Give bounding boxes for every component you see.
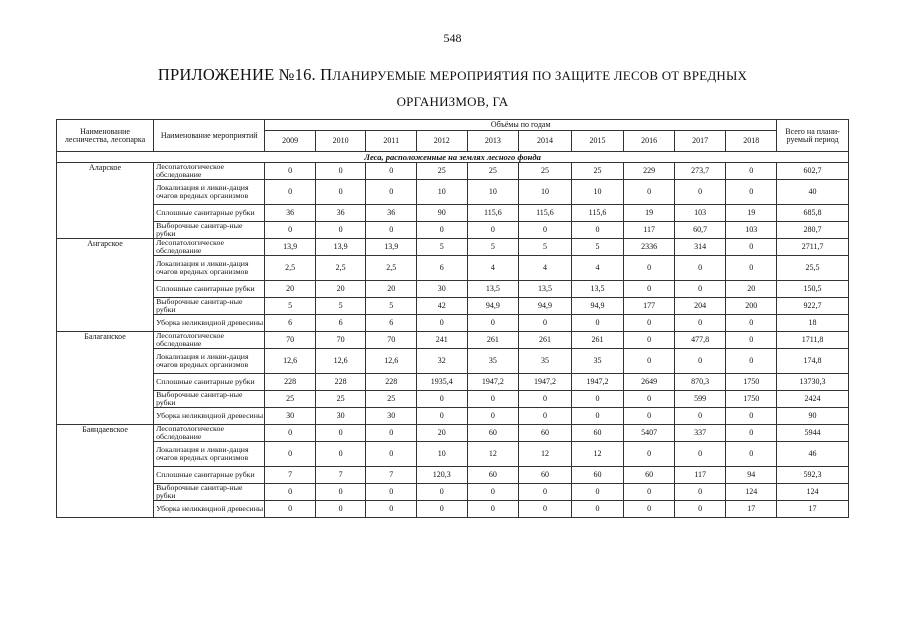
value-cell: 12,6 — [315, 349, 366, 374]
value-cell: 12,6 — [366, 349, 417, 374]
table-row — [57, 501, 849, 518]
value-cell: 4 — [519, 256, 572, 281]
value-cell: 0 — [366, 163, 417, 180]
value-cell: 10 — [417, 180, 468, 205]
value-cell: 0 — [674, 180, 726, 205]
value-cell: 0 — [366, 425, 417, 442]
activity-name: Сплошные санитарные рубки — [154, 467, 265, 484]
table-row — [57, 467, 849, 484]
value-cell: 0 — [265, 501, 316, 518]
value-cell: 0 — [265, 180, 316, 205]
value-cell: 20 — [315, 281, 366, 298]
table-row — [57, 222, 849, 239]
value-cell: 10 — [417, 442, 468, 467]
value-cell: 30 — [417, 281, 468, 298]
value-cell: 2,5 — [315, 256, 366, 281]
value-cell: 25 — [315, 391, 366, 408]
value-cell: 70 — [366, 332, 417, 349]
value-cell: 0 — [624, 332, 675, 349]
value-cell: 314 — [674, 239, 726, 256]
header-year: 2013 — [467, 131, 519, 152]
value-cell: 6 — [417, 256, 468, 281]
value-cell: 2,5 — [265, 256, 316, 281]
total-cell: 685,8 — [777, 205, 849, 222]
value-cell: 5 — [519, 239, 572, 256]
value-cell: 204 — [674, 298, 726, 315]
value-cell: 0 — [674, 349, 726, 374]
value-cell: 0 — [366, 222, 417, 239]
value-cell: 60 — [519, 467, 572, 484]
total-cell: 150,5 — [777, 281, 849, 298]
total-cell: 90 — [777, 408, 849, 425]
value-cell: 0 — [726, 408, 777, 425]
value-cell: 0 — [726, 180, 777, 205]
value-cell: 0 — [366, 442, 417, 467]
value-cell: 25 — [366, 391, 417, 408]
title-rest: ЛАНИРУЕМЫЕ МЕРОПРИЯТИЯ ПО ЗАЩИТЕ ЛЕСОВ ОТ ВРЕДНЫХ — [332, 68, 748, 83]
value-cell: 60,7 — [674, 222, 726, 239]
value-cell: 0 — [571, 315, 624, 332]
value-cell: 13,9 — [366, 239, 417, 256]
activity-name: Локализация и ликви-дация очагов вредных организмов — [154, 349, 265, 374]
value-cell: 17 — [726, 501, 777, 518]
value-cell: 5 — [265, 298, 316, 315]
value-cell: 12,6 — [265, 349, 316, 374]
value-cell: 1947,2 — [467, 374, 519, 391]
value-cell: 0 — [624, 281, 675, 298]
value-cell: 0 — [467, 315, 519, 332]
value-cell: 0 — [315, 501, 366, 518]
value-cell: 13,5 — [571, 281, 624, 298]
value-cell: 0 — [417, 408, 468, 425]
value-cell: 60 — [519, 425, 572, 442]
value-cell: 0 — [624, 484, 675, 501]
value-cell: 94,9 — [571, 298, 624, 315]
org-name: Аларское — [57, 163, 154, 239]
value-cell: 0 — [519, 222, 572, 239]
activity-name: Лесопатологическое обследование — [154, 163, 265, 180]
value-cell: 0 — [315, 425, 366, 442]
header-year: 2009 — [265, 131, 316, 152]
value-cell: 0 — [674, 256, 726, 281]
value-cell: 0 — [315, 163, 366, 180]
value-cell: 5407 — [624, 425, 675, 442]
value-cell: 20 — [417, 425, 468, 442]
value-cell: 115,6 — [519, 205, 572, 222]
value-cell: 10 — [519, 180, 572, 205]
value-cell: 0 — [571, 222, 624, 239]
value-cell: 12 — [571, 442, 624, 467]
value-cell: 0 — [519, 484, 572, 501]
value-cell: 0 — [467, 391, 519, 408]
value-cell: 13,5 — [467, 281, 519, 298]
total-cell: 13730,3 — [777, 374, 849, 391]
total-cell: 922,7 — [777, 298, 849, 315]
value-cell: 117 — [624, 222, 675, 239]
total-cell: 2711,7 — [777, 239, 849, 256]
value-cell: 60 — [467, 425, 519, 442]
value-cell: 261 — [519, 332, 572, 349]
activity-name: Лесопатологическое обследование — [154, 425, 265, 442]
header-year: 2016 — [624, 131, 675, 152]
title-prefix: ПРИЛОЖЕНИЕ №16. П — [157, 65, 333, 84]
value-cell: 5 — [366, 298, 417, 315]
value-cell: 20 — [726, 281, 777, 298]
value-cell: 0 — [624, 391, 675, 408]
value-cell: 25 — [265, 391, 316, 408]
value-cell: 120,3 — [417, 467, 468, 484]
value-cell: 19 — [624, 205, 675, 222]
value-cell: 70 — [265, 332, 316, 349]
value-cell: 32 — [417, 349, 468, 374]
header-org: Наименование лесничества, лесопарка — [57, 120, 154, 152]
value-cell: 5 — [315, 298, 366, 315]
value-cell: 0 — [624, 349, 675, 374]
total-cell: 2424 — [777, 391, 849, 408]
value-cell: 2336 — [624, 239, 675, 256]
org-name: Ангарское — [57, 239, 154, 332]
header-year: 2010 — [315, 131, 366, 152]
value-cell: 42 — [417, 298, 468, 315]
value-cell: 200 — [726, 298, 777, 315]
activity-name: Выборочные санитар-ные рубки — [154, 484, 265, 501]
table-row — [57, 425, 849, 442]
value-cell: 70 — [315, 332, 366, 349]
value-cell: 0 — [726, 256, 777, 281]
table-row — [57, 484, 849, 501]
value-cell: 30 — [315, 408, 366, 425]
value-cell: 13,5 — [519, 281, 572, 298]
value-cell: 0 — [315, 442, 366, 467]
value-cell: 477,8 — [674, 332, 726, 349]
value-cell: 20 — [366, 281, 417, 298]
value-cell: 0 — [571, 408, 624, 425]
value-cell: 36 — [265, 205, 316, 222]
value-cell: 35 — [467, 349, 519, 374]
value-cell: 0 — [519, 315, 572, 332]
value-cell: 90 — [417, 205, 468, 222]
value-cell: 60 — [571, 467, 624, 484]
value-cell: 228 — [265, 374, 316, 391]
value-cell: 94,9 — [519, 298, 572, 315]
activity-name: Сплошные санитарные рубки — [154, 281, 265, 298]
table-row — [57, 180, 849, 205]
activity-name: Локализация и ликви-дация очагов вредных организмов — [154, 180, 265, 205]
table-row — [57, 281, 849, 298]
value-cell: 1947,2 — [519, 374, 572, 391]
value-cell: 12 — [467, 442, 519, 467]
header-volumes: Объёмы по годам — [265, 120, 777, 131]
value-cell: 0 — [571, 484, 624, 501]
table-row — [57, 163, 849, 180]
value-cell: 30 — [265, 408, 316, 425]
value-cell: 7 — [315, 467, 366, 484]
value-cell: 0 — [624, 408, 675, 425]
total-cell: 17 — [777, 501, 849, 518]
value-cell: 0 — [417, 484, 468, 501]
header-year: 2015 — [571, 131, 624, 152]
value-cell: 60 — [467, 467, 519, 484]
activity-name: Уборка неликвидной древесины — [154, 501, 265, 518]
value-cell: 228 — [366, 374, 417, 391]
table-row — [57, 205, 849, 222]
value-cell: 124 — [726, 484, 777, 501]
section-title: Леса, расположенные на землях лесного фонда — [57, 152, 849, 163]
value-cell: 94,9 — [467, 298, 519, 315]
value-cell: 0 — [467, 501, 519, 518]
value-cell: 0 — [726, 349, 777, 374]
header-year: 2014 — [519, 131, 572, 152]
value-cell: 0 — [366, 501, 417, 518]
value-cell: 0 — [315, 222, 366, 239]
value-cell: 0 — [674, 501, 726, 518]
value-cell: 0 — [417, 391, 468, 408]
value-cell: 0 — [624, 180, 675, 205]
value-cell: 36 — [315, 205, 366, 222]
value-cell: 0 — [674, 442, 726, 467]
value-cell: 13,9 — [265, 239, 316, 256]
org-name: Балаганское — [57, 332, 154, 425]
header-year: 2018 — [726, 131, 777, 152]
total-cell: 1711,8 — [777, 332, 849, 349]
value-cell: 0 — [417, 315, 468, 332]
value-cell: 10 — [467, 180, 519, 205]
activity-name: Уборка неликвидной древесины — [154, 315, 265, 332]
value-cell: 0 — [674, 315, 726, 332]
page-title — [80, 62, 825, 114]
value-cell: 7 — [265, 467, 316, 484]
value-cell: 273,7 — [674, 163, 726, 180]
activity-name: Выборочные санитар-ные рубки — [154, 222, 265, 239]
value-cell: 1750 — [726, 391, 777, 408]
value-cell: 0 — [315, 484, 366, 501]
value-cell: 0 — [571, 391, 624, 408]
value-cell: 0 — [624, 315, 675, 332]
value-cell: 0 — [519, 501, 572, 518]
value-cell: 261 — [571, 332, 624, 349]
value-cell: 0 — [726, 425, 777, 442]
value-cell: 6 — [366, 315, 417, 332]
table-row — [57, 315, 849, 332]
header-total: Всего на плани-руемый период — [777, 120, 849, 152]
total-cell: 174,8 — [777, 349, 849, 374]
org-name: Баяндаевское — [57, 425, 154, 518]
value-cell: 25 — [519, 163, 572, 180]
value-cell: 0 — [519, 391, 572, 408]
value-cell: 12 — [519, 442, 572, 467]
value-cell: 2649 — [624, 374, 675, 391]
value-cell: 0 — [265, 425, 316, 442]
value-cell: 0 — [265, 484, 316, 501]
value-cell: 94 — [726, 467, 777, 484]
value-cell: 103 — [726, 222, 777, 239]
value-cell: 6 — [315, 315, 366, 332]
value-cell: 0 — [467, 484, 519, 501]
value-cell: 5 — [467, 239, 519, 256]
value-cell: 0 — [624, 256, 675, 281]
value-cell: 228 — [315, 374, 366, 391]
value-cell: 19 — [726, 205, 777, 222]
table-row — [57, 298, 849, 315]
total-cell: 124 — [777, 484, 849, 501]
activity-name: Локализация и ликви-дация очагов вредных организмов — [154, 256, 265, 281]
value-cell: 30 — [366, 408, 417, 425]
table-row — [57, 374, 849, 391]
activity-name: Лесопатологическое обследование — [154, 239, 265, 256]
header-year: 2012 — [417, 131, 468, 152]
value-cell: 261 — [467, 332, 519, 349]
value-cell: 0 — [674, 408, 726, 425]
value-cell: 599 — [674, 391, 726, 408]
value-cell: 0 — [265, 222, 316, 239]
activity-name: Выборочные санитар-ные рубки — [154, 298, 265, 315]
table-row — [57, 349, 849, 374]
value-cell: 229 — [624, 163, 675, 180]
value-cell: 60 — [571, 425, 624, 442]
value-cell: 117 — [674, 467, 726, 484]
value-cell: 0 — [624, 442, 675, 467]
table-row — [57, 408, 849, 425]
value-cell: 0 — [417, 222, 468, 239]
value-cell: 0 — [366, 484, 417, 501]
activity-name: Сплошные санитарные рубки — [154, 374, 265, 391]
value-cell: 25 — [417, 163, 468, 180]
page-number: 548 — [443, 31, 462, 45]
table-row — [57, 256, 849, 281]
total-cell: 5944 — [777, 425, 849, 442]
value-cell: 60 — [624, 467, 675, 484]
value-cell: 4 — [467, 256, 519, 281]
value-cell: 25 — [467, 163, 519, 180]
table-row — [57, 391, 849, 408]
table-row — [57, 442, 849, 467]
value-cell: 0 — [674, 281, 726, 298]
table-row — [57, 239, 849, 256]
value-cell: 7 — [366, 467, 417, 484]
activity-name: Лесопатологическое обследование — [154, 332, 265, 349]
value-cell: 0 — [726, 239, 777, 256]
total-cell: 40 — [777, 180, 849, 205]
total-cell: 46 — [777, 442, 849, 467]
title-line2: ОРГАНИЗМОВ, ГА — [396, 94, 509, 109]
header-activity: Наименование мероприятий — [154, 120, 265, 152]
value-cell: 4 — [571, 256, 624, 281]
value-cell: 0 — [315, 180, 366, 205]
total-cell: 280,7 — [777, 222, 849, 239]
table-row — [57, 332, 849, 349]
value-cell: 10 — [571, 180, 624, 205]
value-cell: 870,3 — [674, 374, 726, 391]
total-cell: 25,5 — [777, 256, 849, 281]
value-cell: 0 — [366, 180, 417, 205]
value-cell: 0 — [265, 163, 316, 180]
value-cell: 2,5 — [366, 256, 417, 281]
header-year: 2017 — [674, 131, 726, 152]
value-cell: 0 — [265, 442, 316, 467]
total-cell: 18 — [777, 315, 849, 332]
value-cell: 177 — [624, 298, 675, 315]
value-cell: 0 — [624, 501, 675, 518]
value-cell: 0 — [726, 163, 777, 180]
value-cell: 0 — [519, 408, 572, 425]
value-cell: 35 — [519, 349, 572, 374]
value-cell: 5 — [571, 239, 624, 256]
value-cell: 0 — [726, 442, 777, 467]
total-cell: 602,7 — [777, 163, 849, 180]
value-cell: 337 — [674, 425, 726, 442]
activity-name: Уборка неликвидной древесины — [154, 408, 265, 425]
value-cell: 1947,2 — [571, 374, 624, 391]
value-cell: 1935,4 — [417, 374, 468, 391]
value-cell: 115,6 — [467, 205, 519, 222]
value-cell: 0 — [571, 501, 624, 518]
activities-table — [56, 119, 849, 518]
value-cell: 20 — [265, 281, 316, 298]
value-cell: 0 — [467, 408, 519, 425]
value-cell: 5 — [417, 239, 468, 256]
value-cell: 0 — [726, 315, 777, 332]
value-cell: 13,9 — [315, 239, 366, 256]
activity-name: Локализация и ликви-дация очагов вредных организмов — [154, 442, 265, 467]
value-cell: 115,6 — [571, 205, 624, 222]
value-cell: 36 — [366, 205, 417, 222]
value-cell: 25 — [571, 163, 624, 180]
activity-name: Выборочные санитар-ные рубки — [154, 391, 265, 408]
value-cell: 0 — [467, 222, 519, 239]
value-cell: 1750 — [726, 374, 777, 391]
total-cell: 592,3 — [777, 467, 849, 484]
value-cell: 35 — [571, 349, 624, 374]
value-cell: 241 — [417, 332, 468, 349]
value-cell: 0 — [417, 501, 468, 518]
activity-name: Сплошные санитарные рубки — [154, 205, 265, 222]
header-year: 2011 — [366, 131, 417, 152]
value-cell: 103 — [674, 205, 726, 222]
value-cell: 0 — [726, 332, 777, 349]
value-cell: 0 — [674, 484, 726, 501]
value-cell: 6 — [265, 315, 316, 332]
